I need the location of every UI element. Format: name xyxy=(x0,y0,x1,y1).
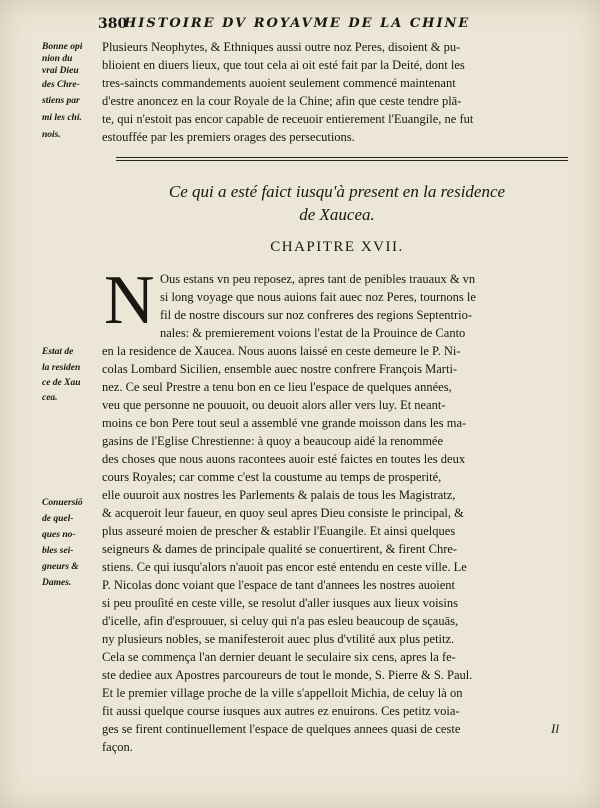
margin-note-line: mi les chi. xyxy=(42,113,82,123)
margin-note-line: bles sei- xyxy=(42,546,74,556)
margin-note-line: gneurs & xyxy=(42,562,79,572)
text-line: estouffée par les premiers orages des persecutions. xyxy=(102,130,355,144)
page-number: 380 xyxy=(98,16,128,32)
text-line: veu que personne ne pouuoit, ou deuoit alors aller vers luy. Et neant- xyxy=(102,398,446,412)
margin-note-line: ques no- xyxy=(42,530,76,540)
text-line: nez. Ce seul Prestre a tenu bon en ce lieu l'espace de quelques années, xyxy=(102,380,452,394)
text-line: fit aussi quelque course iusques aux autres ez enuirons. Ces petitz voia- xyxy=(102,704,460,718)
text-line: façon. xyxy=(102,740,133,754)
drop-cap: N xyxy=(104,262,155,339)
text-line: Ous estans vn peu reposez, apres tant de penibles trauaux & vn xyxy=(160,272,476,286)
text-line: plus asseuré moien de prescher & establir l'Euangile. Et ainsi quelques xyxy=(102,524,456,538)
margin-note-line: vrai Dieu xyxy=(42,66,79,76)
text-line: seigneurs & dames de principale qualité se conuertirent, & firent Chre- xyxy=(102,542,458,556)
margin-note-line: Bonne opi xyxy=(42,42,83,52)
text-line: cours Royales; car comme c'est la coustume au temps de prosperité, xyxy=(102,470,442,484)
margin-note-line: ce de Xau xyxy=(42,378,81,388)
text-line: Et le premier village proche de la ville s'appelloit Michia, de celuy là on xyxy=(102,686,463,700)
running-title: HISTOIRE DV ROYAVME DE LA CHINE xyxy=(124,16,471,31)
text-line: si long voyage que nous auions fait auec noz Peres, tournons le xyxy=(160,290,476,304)
text-line: en la residence de Xaucea. Nous auons laissé en ceste demeure le P. Ni- xyxy=(102,344,461,358)
text-line: & acqueroit leur faueur, en quoy seul apres Dieu consiste le principal, & xyxy=(102,506,464,520)
text-line: fil de nostre discours sur noz confreres des regions Septentrio- xyxy=(160,308,473,322)
section-title: Ce qui a esté faict iusqu'à present en la residence xyxy=(168,182,506,201)
text-line: gasins de l'Eglise Chrestienne: à quoy a beaucoup aidé la renommée xyxy=(102,434,444,448)
margin-note-line: des Chre- xyxy=(42,80,80,90)
page-header xyxy=(0,16,600,36)
margin-note-line: la residen xyxy=(42,363,81,373)
text-line: d'estre anoncez en la cour Royale de la Chine; afin que ceste tendre plā- xyxy=(102,94,462,108)
text-line: elle ouuroit aux nostres les Parlements & palais de tous les Magistratz, xyxy=(102,488,456,502)
margin-note-line: de quel- xyxy=(42,514,74,524)
text-line: P. Nicolas donc voiant que l'espace de tant d'annees les nostres auoient xyxy=(102,578,456,592)
text-line: Cela se commença l'an dernier deuant le seculaire six cens, apres la fe- xyxy=(102,650,456,664)
text-line: nales: & premierement voions l'estat de la Prouince de Canto xyxy=(160,326,466,340)
section-divider xyxy=(116,157,568,161)
margin-note-line: Dames. xyxy=(42,578,72,588)
text-line: Plusieurs Neophytes, & Ethniques aussi outre noz Peres, disoient & pu- xyxy=(102,40,461,54)
catchword: Il xyxy=(551,721,559,736)
margin-note-line: nion du xyxy=(42,54,73,64)
text-line: ges se firent continuellement l'espace de quelques annees quasi de ceste xyxy=(102,722,461,736)
text-line: blioient en diuers lieux, que tout cela ai oit esté fait par la Deité, dont les xyxy=(102,58,465,72)
section-title: de Xaucea. xyxy=(299,205,375,224)
margin-note-line: cea. xyxy=(42,393,58,403)
text-line: ste dediee aux Apostres parcoureurs de tout le monde, S. Pierre & S. Paul. xyxy=(102,668,473,682)
text-line: te, qui n'estoit pas encor capable de receuoir entierement l'Euangile, ne fut xyxy=(102,112,474,126)
text-line: stiens. Ce qui iusqu'alors n'auoit pas encor esté entendu en ceste ville. Le xyxy=(102,560,467,574)
text-line: ny plusieurs nobles, se manifesteroit auec plus d'vtilité aux plus petitz. xyxy=(102,632,455,646)
margin-note-line: Conuersiō xyxy=(42,498,83,508)
margin-note-line: nois. xyxy=(42,130,61,140)
chapter-heading: CHAPITRE XVII. xyxy=(270,239,404,255)
text-line: moins ce bon Pere tout seul a assemblé vne grande moisson dans les ma- xyxy=(102,416,467,430)
text-line: tres-saincts commandements auoient seulement commencé maintenant xyxy=(102,76,456,90)
margin-note-line: stiens par xyxy=(42,96,80,106)
text-line: colas Lombard Sicilien, ensemble auec nostre confrere François Marti- xyxy=(102,362,458,376)
margin-note-line: Estat de xyxy=(42,347,74,357)
text-line: des choses que nous auons racontees auoir esté faictes en toutes les deux xyxy=(102,452,466,466)
text-line: d'icelle, afin d'esprouuer, si celuy qui n'a pas esleu beaucoup de sçauās, xyxy=(102,614,459,628)
text-line: si peu prouſité en ceste ville, se resolut d'aller iusques aux lieux voisins xyxy=(102,596,458,610)
